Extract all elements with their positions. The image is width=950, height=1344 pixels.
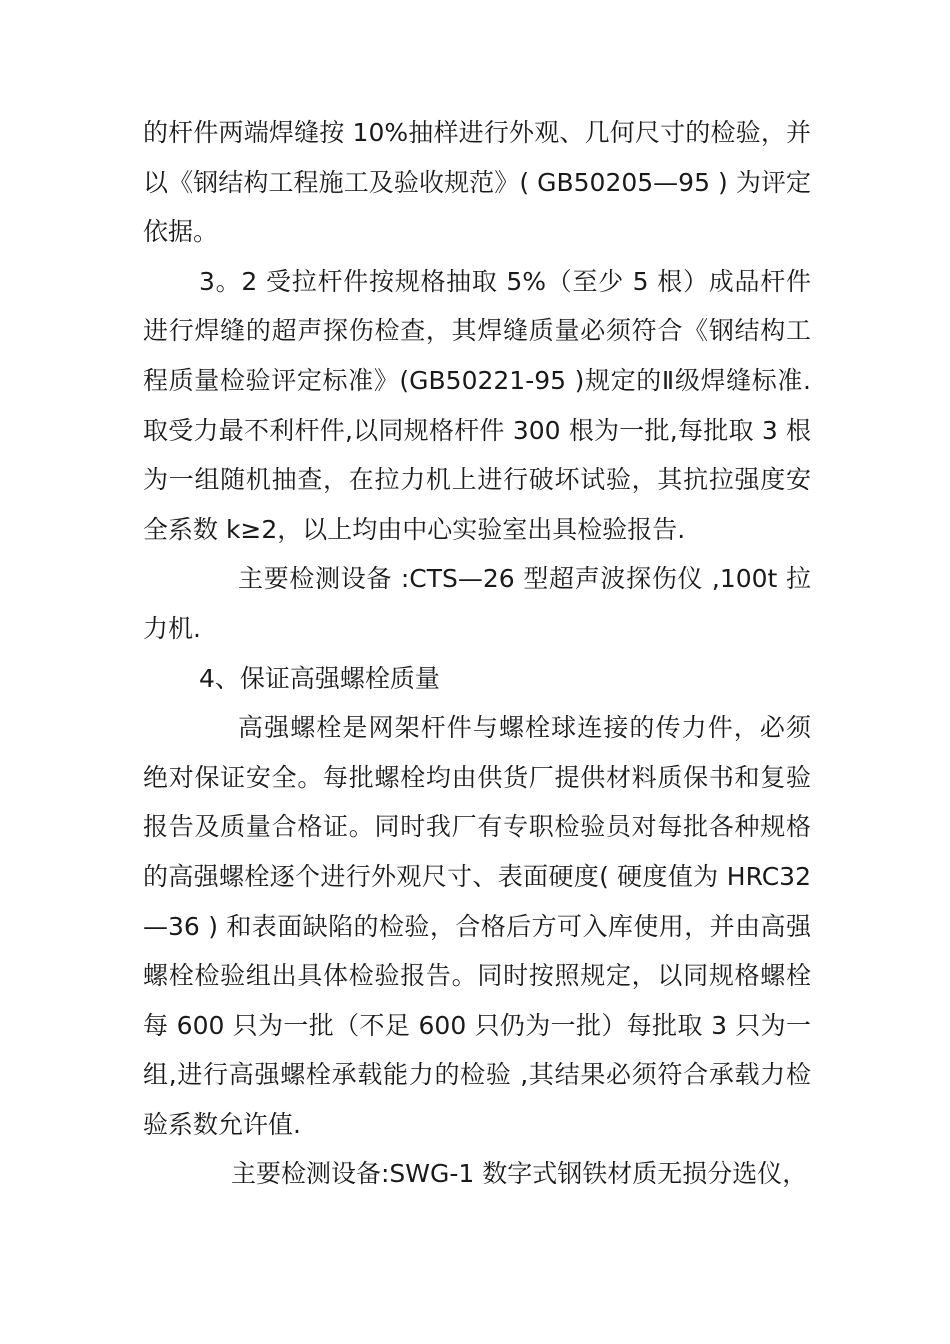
paragraph-section-3-2: 3。2 受拉杆件按规格抽取 5%（至少 5 根）成品杆件进行焊缝的超声探伤检查，其焊缝质量必须符合《钢结构工程质量检验评定标准》(GB50221-95 )规定的Ⅱ级焊缝标准.取受力最不利杆件,以同规格杆件 300 根为一批,每批取 3 根为一组随机抽查，在拉力机上进行破坏试验，其抗拉强度安全系数 k≥2，以上均由中心实验室出具检验报告. [143, 266, 811, 544]
paragraph-main-equipment-2: 主要检测设备:SWG-1 数字式钢铁材质无损分选仪， [231, 1159, 808, 1189]
paragraph-weld-inspection: 的杆件两端焊缝按 10%抽样进行外观、几何尺寸的检验，并以《钢结构工程施工及验收规范》( GB50205—95 ) 为评定依据。 [143, 118, 811, 247]
document-body [143, 108, 811, 1199]
section-heading-4: 4、保证高强螺栓质量 [199, 663, 440, 693]
paragraph-main-equipment-1: 主要检测设备 :CTS—26 型超声波探伤仪 ,100t 拉力机. [143, 564, 811, 643]
paragraph-high-strength-bolts: 高强螺栓是网架杆件与螺栓球连接的传力件，必须绝对保证安全。每批螺栓均由供货厂提供材料质保书和复验报告及质量合格证。同时我厂有专职检验员对每批各种规格的高强螺栓逐个进行外观尺寸、表面硬度( 硬度值为 HRC32—36 ) 和表面缺陷的检验，合格后方可入库使用，并由高强螺栓检验组出具体检验报告。同时按照规定，以同规格螺栓每 600 只为一批（不足 600 只仍为一批）每批取 3 只为一组,进行高强螺栓承载能力的检验 ,其结果必须符合承载力检验系数允许值. [143, 713, 811, 1139]
